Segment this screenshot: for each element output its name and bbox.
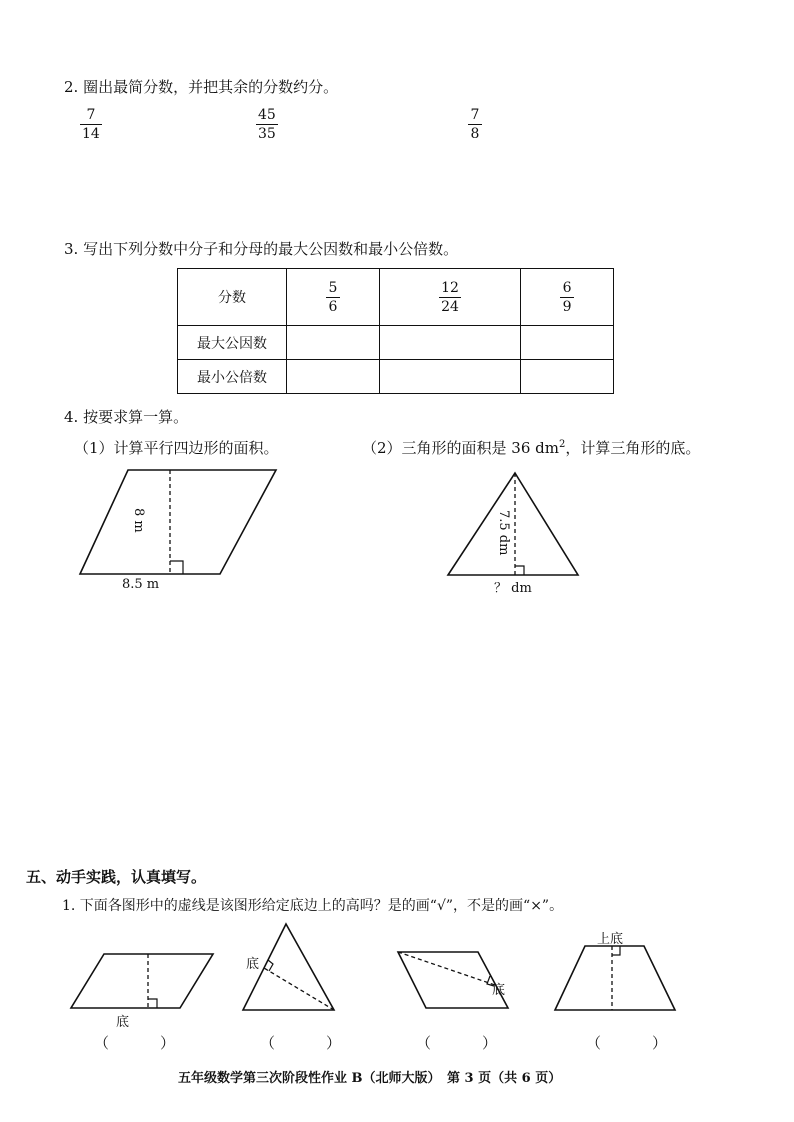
q2-fraction-3 [468,107,482,142]
right-angle-mark [148,999,157,1008]
page-footer: 五年级数学第三次阶段性作业 B（北师大版） 第 3 页（共 6 页） [178,1071,562,1086]
answer-cell[interactable] [379,326,520,360]
denominator: 35 [258,126,276,142]
numerator: 12 [441,279,459,296]
parallelogram-shape [71,954,213,1008]
numerator: 45 [258,107,276,123]
denominator: 6 [328,298,338,315]
answer-cell[interactable] [379,360,520,394]
parallelogram-figure [60,460,300,590]
superscript: 2 [559,439,566,450]
table-row-label-gcd: 最大公因数 [178,326,287,360]
section5-q1-title: 1. 下面各图形中的虚线是该图形给定底边上的高吗？是的画“√”，不是的画“×”。 [62,898,564,914]
parallelogram-height-label: 8 m [131,508,146,533]
fraction [439,280,461,315]
q4-sub1: （1）计算平行四边形的面积。 [74,439,279,457]
answer-paren-1[interactable]: （ ） [94,1034,194,1052]
s5-fig1-base-label: 底 [116,1015,130,1030]
q4-sub2 [362,437,700,458]
table-row [178,269,614,326]
right-angle-mark [612,946,620,955]
answer-paren-3[interactable]: （ ） [416,1034,516,1052]
triangle-base-label: ？ dm [494,581,532,596]
q4-title: 4. 按要求算一算。 [64,408,189,426]
numerator: 6 [562,279,572,296]
answer-cell[interactable] [287,326,380,360]
q2-title: 2. 圈出最简分数，并把其余的分数约分。 [64,78,339,96]
answer-cell[interactable] [521,360,614,394]
right-angle-mark [268,960,273,971]
q4-sub2-suffix: ，计算三角形的底。 [565,439,701,457]
q2-fraction-2 [256,107,278,142]
triangle-shape [448,473,578,575]
q2-fraction-1 [80,107,102,142]
parallelogram-base-label: 8.5 m [122,577,160,592]
section5-title: 五、动手实践，认真填写。 [26,868,207,886]
q3-title: 3. 写出下列分数中分子和分母的最大公因数和最小公倍数。 [64,240,459,258]
table-header-cell: 分数 [178,269,287,326]
numerator: 5 [328,279,338,296]
table-fraction-cell [287,269,380,326]
s5-figure1-parallelogram [68,950,218,1012]
table-fraction-cell [379,269,520,326]
table-row [178,360,614,394]
denominator: 24 [441,298,459,315]
numerator: 7 [86,107,96,123]
parallelogram-shape [80,470,276,574]
triangle-figure [440,465,590,580]
height-dashed-line [264,968,334,1010]
s5-figure4-trapezoid [552,942,682,1014]
table-row-label-lcm: 最小公倍数 [178,360,287,394]
denominator: 14 [82,126,100,142]
right-angle-mark [515,566,524,575]
s5-fig4-top-label: 上底 [597,932,624,947]
s5-fig2-base-label: 底 [246,957,260,972]
table-row [178,326,614,360]
answer-paren-2[interactable]: （ ） [260,1034,360,1052]
answer-cell[interactable] [287,360,380,394]
fraction [560,280,574,315]
triangle-height-label: 7.5 dm [496,510,511,556]
s5-fig3-base-label: 底 [492,983,506,998]
gcd-lcm-table [177,268,614,394]
answer-cell[interactable] [521,326,614,360]
numerator: 7 [470,107,480,123]
right-angle-mark [170,561,183,574]
q4-sub2-prefix: （2）三角形的面积是 36 dm [362,439,559,457]
answer-paren-4[interactable]: （ ） [586,1034,686,1052]
denominator: 9 [562,298,572,315]
denominator: 8 [470,126,480,142]
table-fraction-cell [521,269,614,326]
fraction [326,280,340,315]
